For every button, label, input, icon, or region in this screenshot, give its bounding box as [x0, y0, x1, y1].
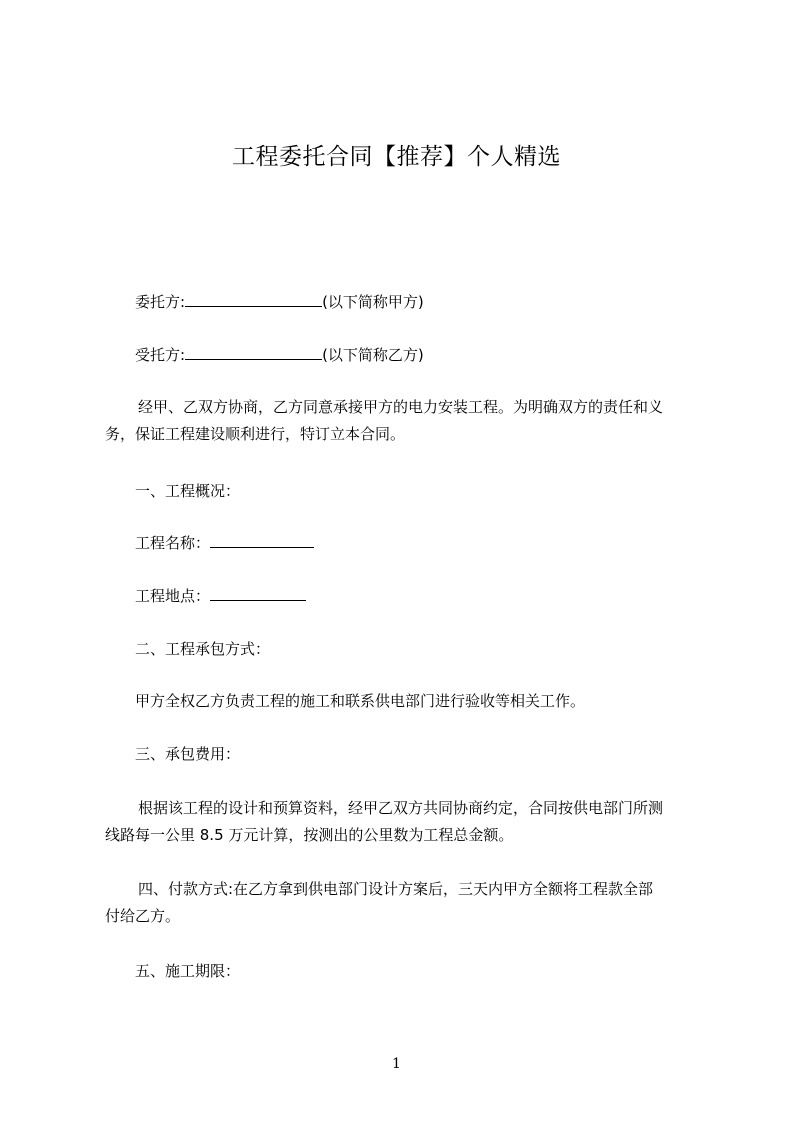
- section3-line-2: 线路每一公里 8.5 万元计算，按测出的公里数为工程总金额。: [105, 826, 514, 844]
- section3-heading: 三、承包费用：: [135, 745, 241, 763]
- project-location-blank: [210, 587, 306, 601]
- document-title: 工程委托合同【推荐】个人精选: [232, 144, 561, 170]
- intro-line-1: 经甲、乙双方协商，乙方同意承接甲方的电力安装工程。为明确双方的责任和义: [138, 398, 664, 416]
- section4-line-1: 四、付款方式:在乙方拿到供电部门设计方案后，三天内甲方全额将工程款全部: [138, 880, 654, 898]
- project-name-label: 工程名称：: [135, 534, 211, 552]
- page-number: 1: [392, 1056, 401, 1072]
- intro-line-2: 务，保证工程建设顺利进行，特订立本合同。: [105, 425, 406, 443]
- section3-line-1: 根据该工程的设计和预算资料，经甲乙双方共同协商约定，合同按供电部门所测: [138, 799, 664, 817]
- principal-suffix: (以下简称甲方): [322, 293, 424, 311]
- agent-label: 受托方:: [135, 346, 186, 364]
- principal-line: [135, 291, 793, 312]
- principal-label: 委托方:: [135, 293, 186, 311]
- intro-paragraph: [105, 394, 705, 448]
- section2-body: 甲方全权乙方负责工程的施工和联系供电部门进行验收等相关工作。: [135, 692, 586, 710]
- agent-blank: [185, 346, 322, 360]
- project-location-label: 工程地点：: [135, 587, 211, 605]
- project-name-blank: [210, 534, 314, 548]
- section4-line-2: 付给乙方。: [105, 907, 181, 925]
- agent-suffix: (以下简称乙方): [322, 346, 424, 364]
- principal-blank: [185, 293, 322, 307]
- section1-heading: 一、工程概况：: [135, 482, 241, 500]
- section4-paragraph: [105, 876, 705, 930]
- section2-heading: 二、工程承包方式：: [135, 640, 271, 658]
- agent-line: [135, 344, 793, 365]
- section3-paragraph: [105, 795, 705, 849]
- section5-heading: 五、施工期限：: [135, 962, 241, 980]
- project-name-line: [135, 532, 793, 553]
- project-location-line: [135, 585, 793, 606]
